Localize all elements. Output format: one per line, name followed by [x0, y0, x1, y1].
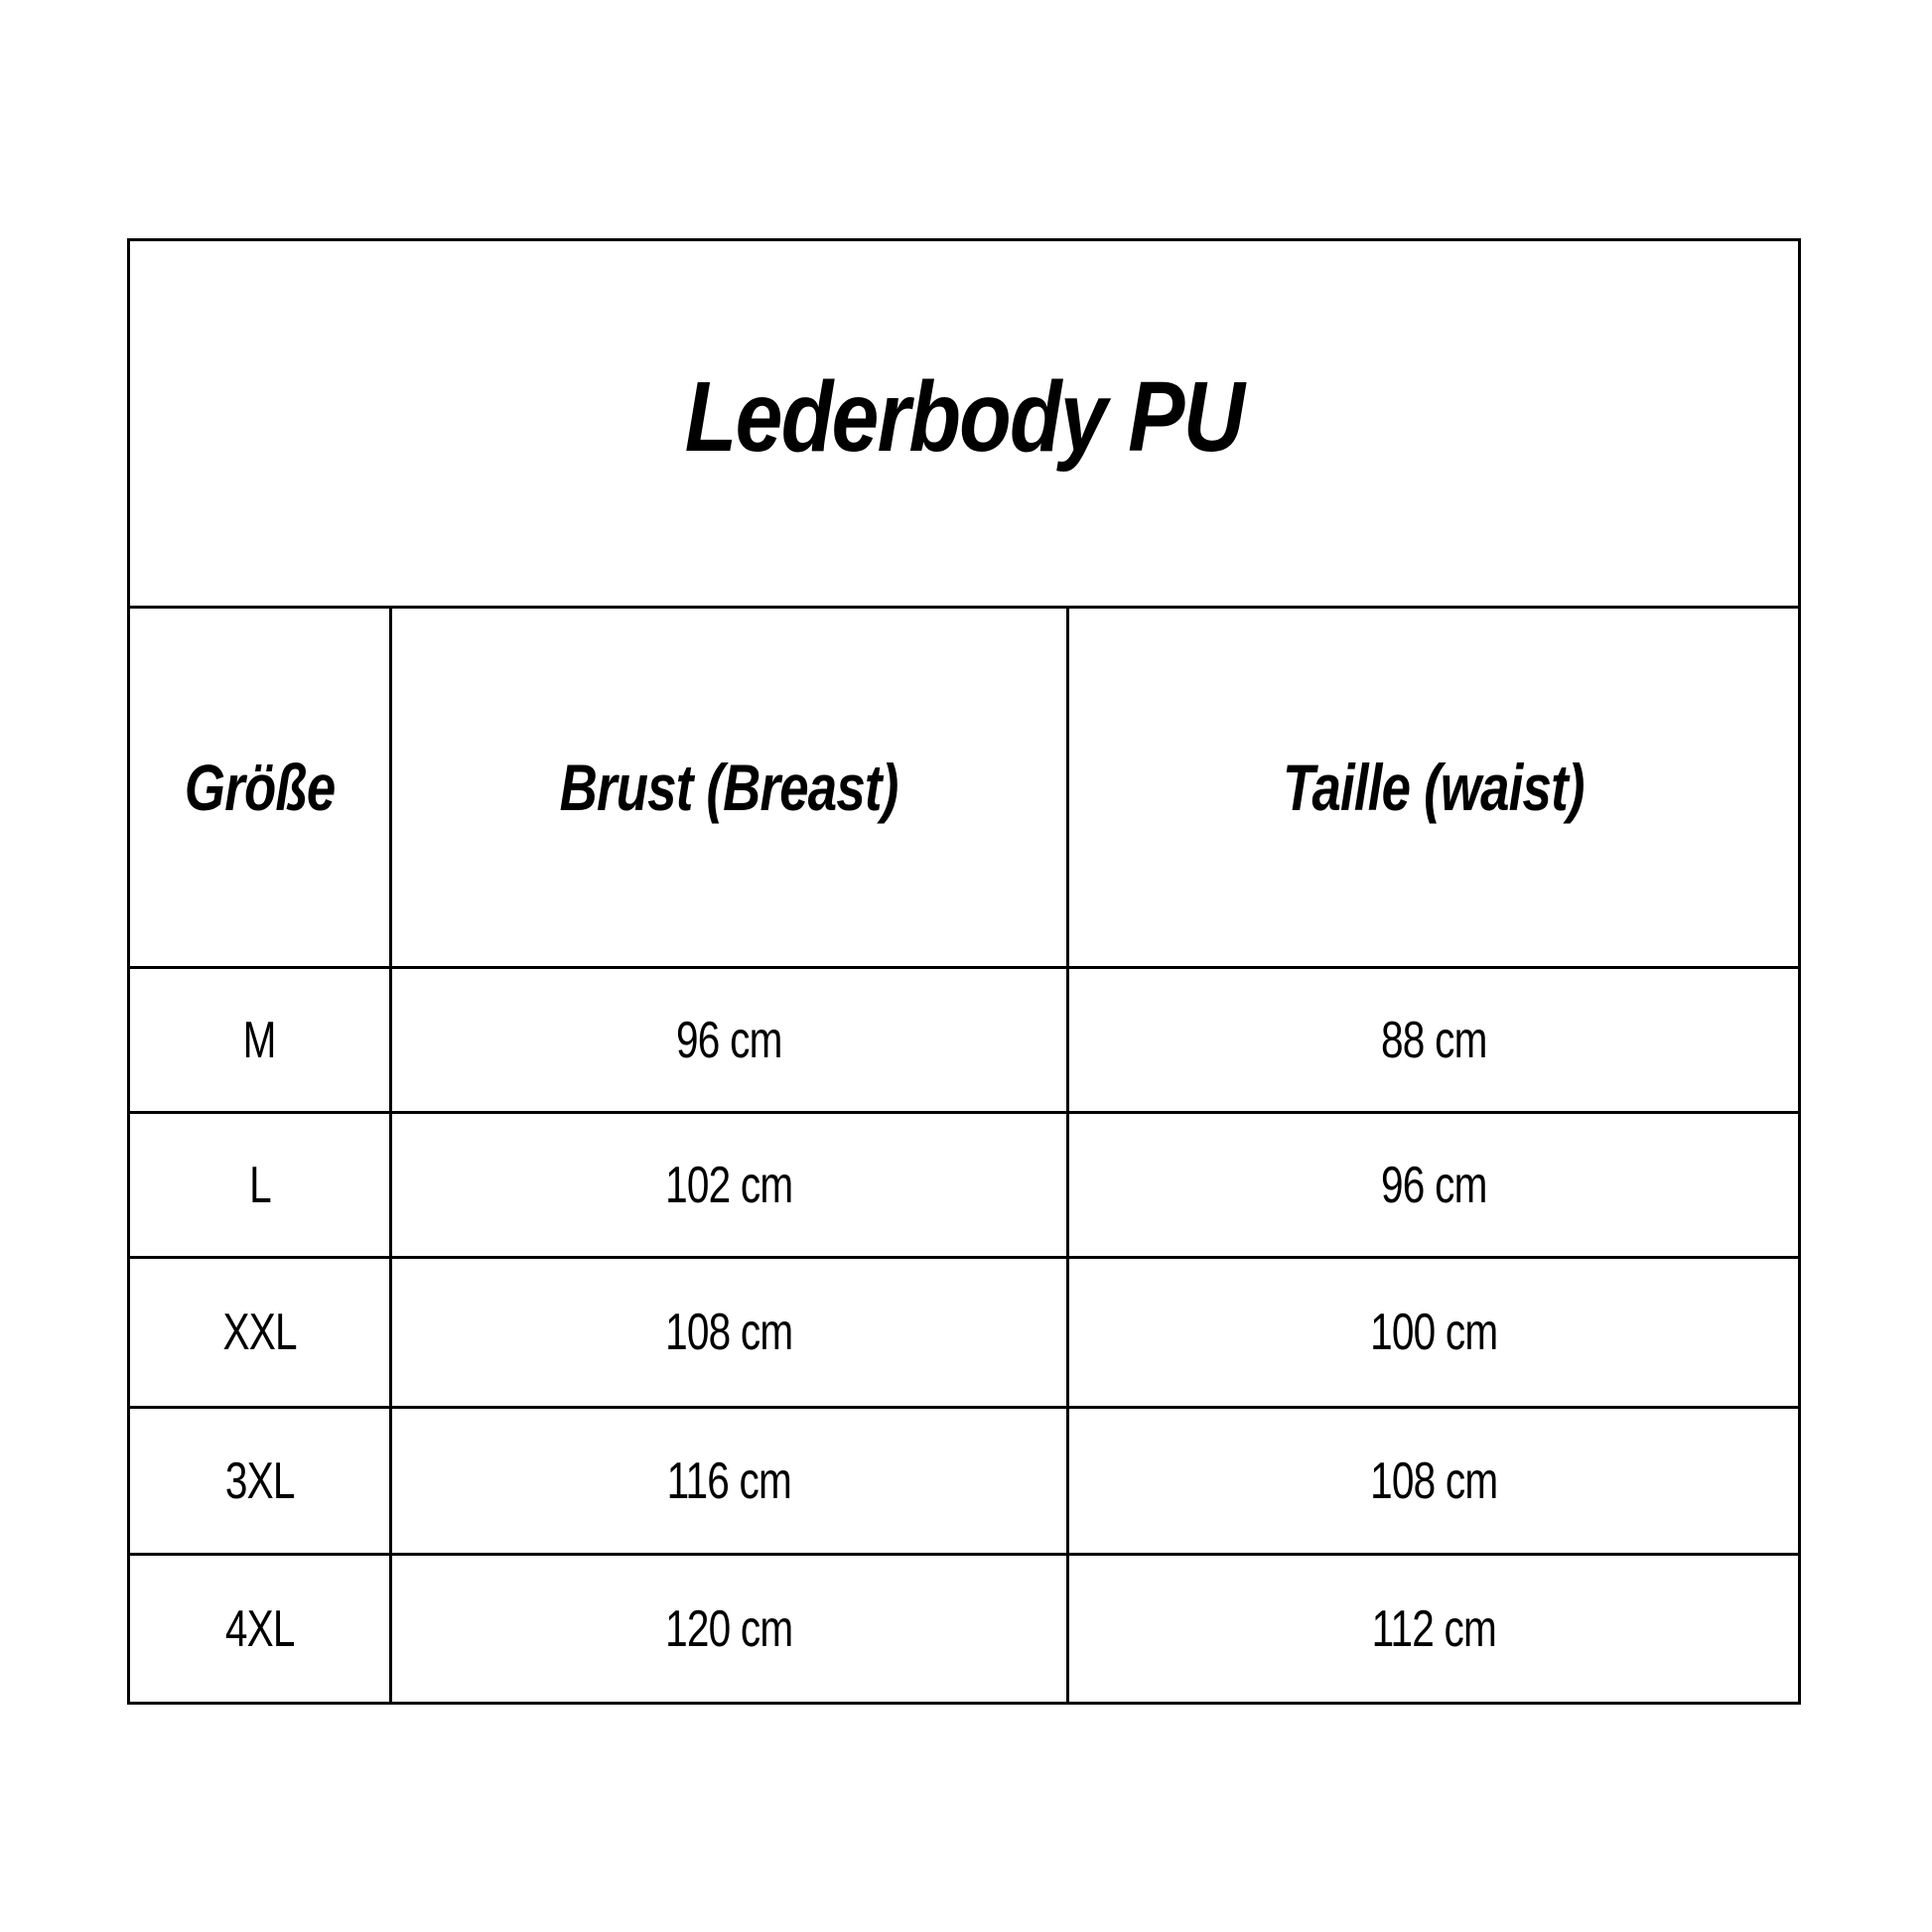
waist-value: 112 cm: [1371, 1599, 1496, 1658]
header-waist: [1068, 608, 1800, 968]
size-value: XXL: [222, 1304, 297, 1361]
size-value: L: [248, 1156, 271, 1214]
header-breast-label: Brust (Breast): [560, 751, 898, 824]
breast-cell: [391, 1408, 1068, 1555]
waist-cell: [1068, 1258, 1800, 1408]
waist-value: 88 cm: [1380, 1011, 1487, 1069]
header-row: [129, 608, 1800, 968]
breast-cell: [391, 968, 1068, 1113]
table-row: [129, 1555, 1800, 1704]
header-size-label: Größe: [184, 751, 336, 824]
size-cell: [129, 968, 391, 1113]
breast-cell: [391, 1258, 1068, 1408]
breast-value: 108 cm: [665, 1304, 793, 1361]
table-row: [129, 1113, 1800, 1258]
waist-value: 100 cm: [1369, 1304, 1498, 1361]
table-title-cell: [129, 240, 1800, 608]
header-size: [129, 608, 391, 968]
waist-value: 108 cm: [1369, 1451, 1498, 1510]
header-breast: [391, 608, 1068, 968]
table-row: [129, 1258, 1800, 1408]
size-value: 3XL: [224, 1451, 295, 1510]
table-title: Lederbody PU: [684, 361, 1244, 473]
size-chart-table: [127, 238, 1801, 1705]
size-value: M: [242, 1011, 277, 1069]
waist-value: 96 cm: [1380, 1156, 1487, 1214]
size-cell: [129, 1258, 391, 1408]
size-cell: [129, 1555, 391, 1704]
size-cell: [129, 1408, 391, 1555]
waist-cell: [1068, 1113, 1800, 1258]
breast-value: 96 cm: [676, 1011, 782, 1069]
waist-cell: [1068, 1555, 1800, 1704]
header-waist-label: Taille (waist): [1283, 751, 1585, 824]
size-value: 4XL: [224, 1599, 295, 1658]
size-cell: [129, 1113, 391, 1258]
table-row: [129, 1408, 1800, 1555]
waist-cell: [1068, 968, 1800, 1113]
breast-value: 120 cm: [665, 1599, 793, 1658]
breast-cell: [391, 1555, 1068, 1704]
waist-cell: [1068, 1408, 1800, 1555]
breast-value: 102 cm: [665, 1156, 793, 1214]
breast-value: 116 cm: [666, 1451, 792, 1510]
table-row: [129, 968, 1800, 1113]
breast-cell: [391, 1113, 1068, 1258]
